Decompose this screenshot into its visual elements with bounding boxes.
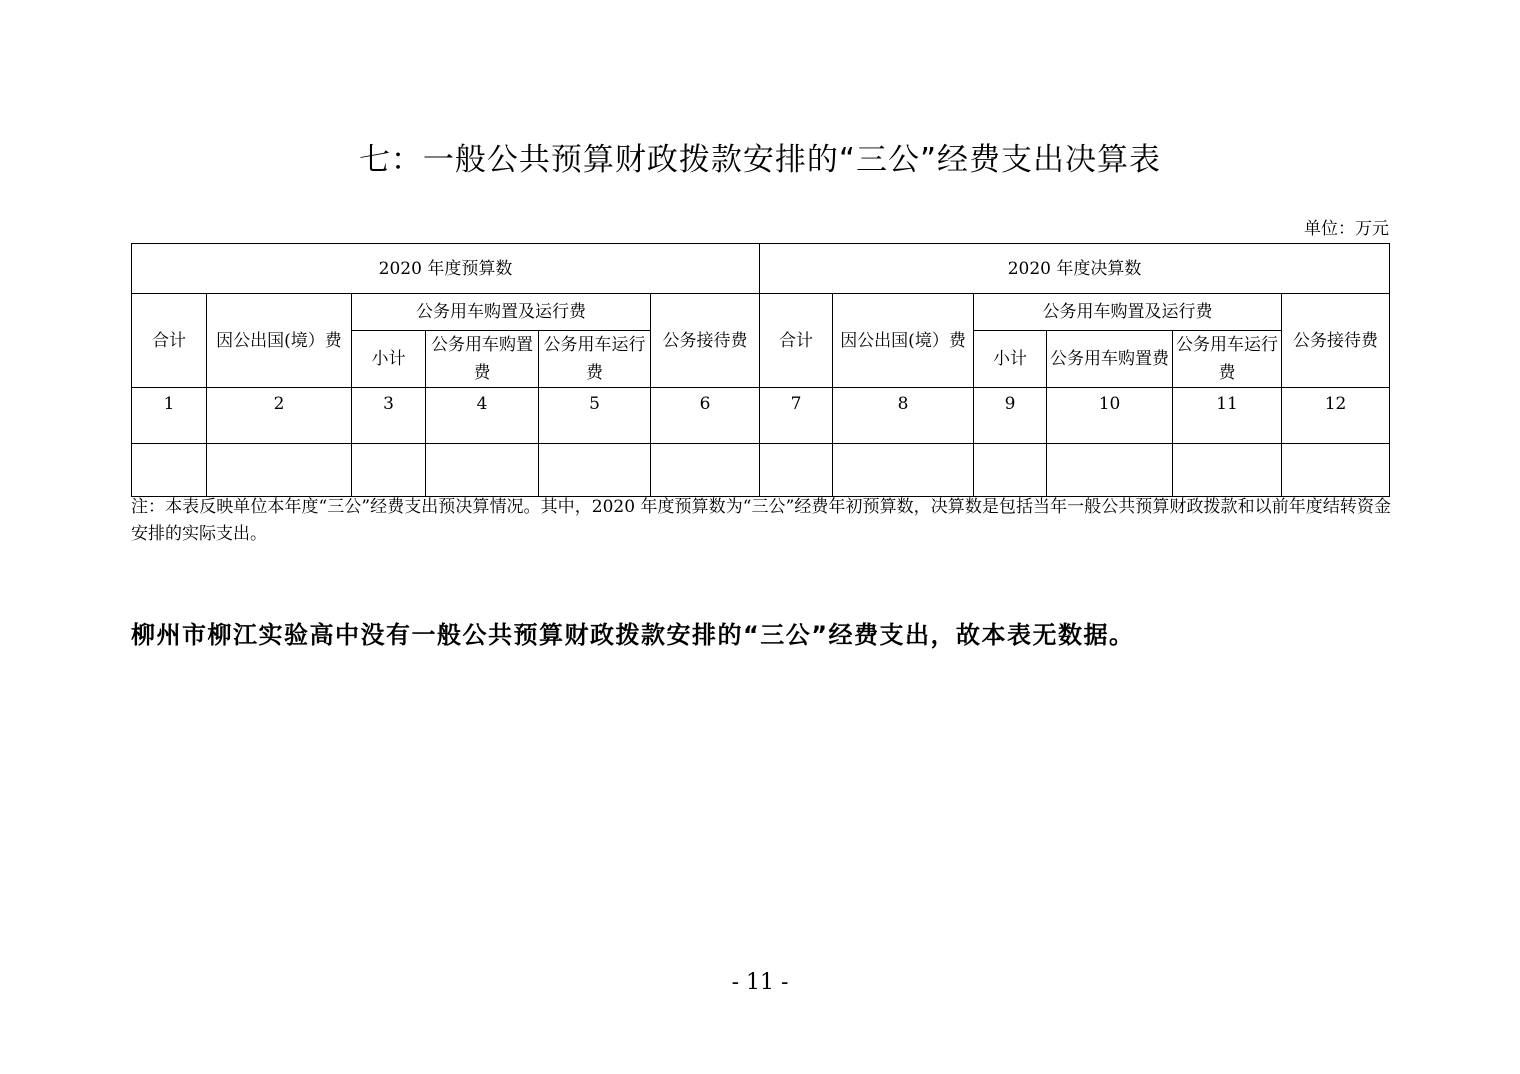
three-public-expenses-table <box>131 243 1390 497</box>
page-title: 七：一般公共预算财政拨款安排的“三公”经费支出决算表 <box>358 142 1162 178</box>
column-number: 4 <box>426 388 539 444</box>
budget-operation-header: 公务用车运行费 <box>539 331 651 388</box>
column-number: 8 <box>833 388 974 444</box>
data-cell <box>651 444 760 497</box>
final-total-header: 合计 <box>760 294 833 388</box>
data-cell <box>974 444 1047 497</box>
column-number: 7 <box>760 388 833 444</box>
budget-purchase-header: 公务用车购置费 <box>426 331 539 388</box>
budget-reception-header: 公务接待费 <box>651 294 760 388</box>
column-number: 2 <box>207 388 352 444</box>
final-operation-header: 公务用车运行费 <box>1173 331 1282 388</box>
table-note: 注：本表反映单位本年度“三公”经费支出预决算情况。其中，2020 年度预算数为“三公”经费年初预算数，决算数是包括当年一般公共预算财政拨款和以前年度结转资金安排的实际支出。 <box>131 497 1391 544</box>
column-number: 3 <box>352 388 426 444</box>
data-cell <box>760 444 833 497</box>
final-vehicle-header: 公务用车购置及运行费 <box>974 294 1282 331</box>
column-number-row <box>132 388 1390 444</box>
budget-total-header: 合计 <box>132 294 207 388</box>
budget-abroad-header: 因公出国(境）费 <box>207 294 352 388</box>
data-cell <box>1173 444 1282 497</box>
data-cell <box>426 444 539 497</box>
final-subtotal-header: 小计 <box>974 331 1047 388</box>
data-cell <box>1282 444 1390 497</box>
column-number: 11 <box>1173 388 1282 444</box>
column-number: 5 <box>539 388 651 444</box>
unit-label: 单位：万元 <box>1304 219 1389 239</box>
data-cell <box>833 444 974 497</box>
column-number: 10 <box>1047 388 1173 444</box>
final-group-header: 2020 年度决算数 <box>760 244 1390 294</box>
column-number: 6 <box>651 388 760 444</box>
no-data-statement: 柳州市柳江实验高中没有一般公共预算财政拨款安排的“三公”经费支出，故本表无数据。 <box>131 621 1135 649</box>
budget-group-header: 2020 年度预算数 <box>132 244 760 294</box>
data-cell <box>539 444 651 497</box>
budget-vehicle-header: 公务用车购置及运行费 <box>352 294 651 331</box>
column-number: 12 <box>1282 388 1390 444</box>
column-number: 9 <box>974 388 1047 444</box>
data-cell <box>207 444 352 497</box>
final-purchase-header: 公务用车购置费 <box>1047 331 1173 388</box>
budget-subtotal-header: 小计 <box>352 331 426 388</box>
data-cell <box>1047 444 1173 497</box>
final-reception-header: 公务接待费 <box>1282 294 1390 388</box>
column-number: 1 <box>132 388 207 444</box>
data-cell <box>132 444 207 497</box>
data-row <box>132 444 1390 497</box>
page-number: - 11 - <box>731 970 789 995</box>
final-abroad-header: 因公出国(境）费 <box>833 294 974 388</box>
data-cell <box>352 444 426 497</box>
